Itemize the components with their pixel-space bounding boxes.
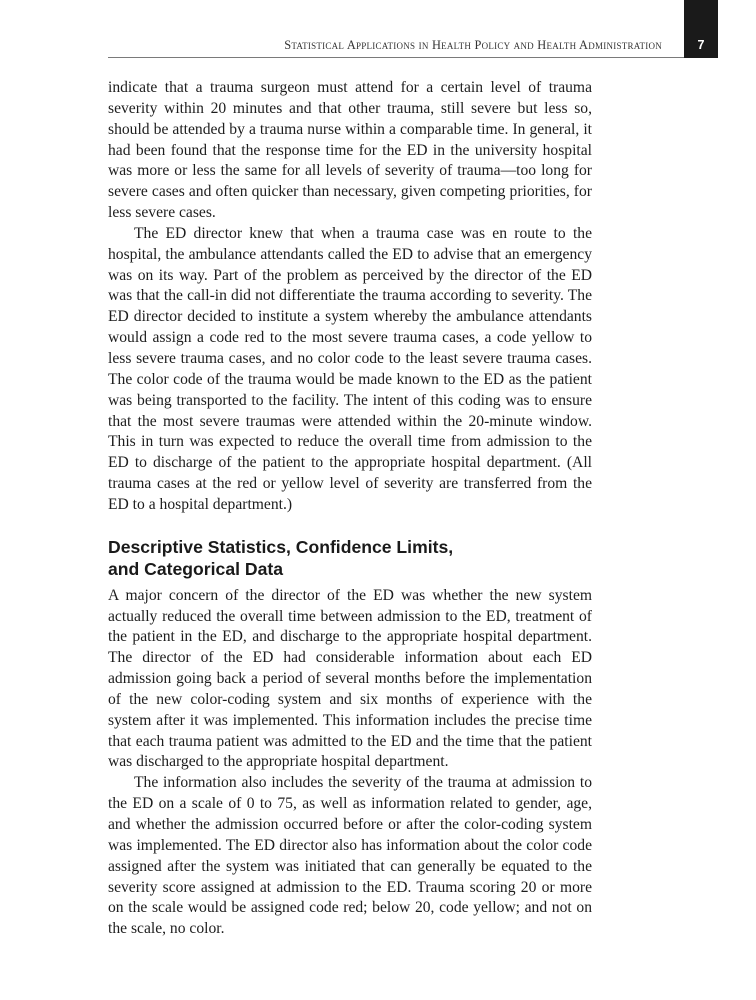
section-heading <box>108 536 592 580</box>
paragraph-severity-scale: The information also includes the severity of the trauma at admission to the ED on a scale of 0 to 75, as well as information related to gender, age, and whether the admission occurred before or after the color-coding system was implemented. The ED director also has information about the color code assigned after the system was initiated that can generally be equated to the severity score assigned at admission to the ED. Trauma scoring 20 or more on the scale would be assigned code red; below 20, code yellow; and not on the scale, no color. <box>108 774 592 938</box>
running-title: Statistical Applications in Health Policy and Health Administration <box>284 38 662 52</box>
page-number-tab <box>684 0 718 58</box>
section-heading-line-1: Descriptive Statistics, Confidence Limits, <box>108 536 454 557</box>
running-header <box>108 0 688 58</box>
paragraph-color-code-system: The ED director knew that when a trauma case was en route to the hospital, the ambulance attendants called the ED to advise that an emergency was on its way. Part of the problem as perceived by the director of the ED was that the call-in did not differentiate the trauma according to severity. The ED director decided to institute a system whereby the ambulance attendants would assign a code red to the most severe trauma cases, a code yellow to less severe trauma cases, and no color code to the least severe trauma cases. The color code of the trauma would be made known to the ED as the patient was being transported to the facility. The intent of this coding was to ensure that the most severe traumas were attended within the 20-minute window. This in turn was expected to reduce the overall time from admission to the ED to discharge of the patient to the appropriate hospital department. (All trauma cases at the red or yellow level of severity are transferred from the ED to a hospital department.) <box>108 224 592 513</box>
paragraph-director-concern: A major concern of the director of the ED was whether the new system actually reduced the overall time between admission to the ED, treatment of the patient in the ED, and discharge to the appropriate hospital department. The director of the ED had considerable information about each ED admission going back a period of several months before the implementation of the new color-coding system and six months of experience with the system after it was implemented. This information includes the precise time that each trauma patient was admitted to the ED and the time that the patient was discharged to the appropriate hospital department. <box>108 586 592 771</box>
paragraph-continued: indicate that a trauma surgeon must attend for a certain level of trauma severity within 20 minutes and that other trauma, still severe but less so, should be attended by a trauma nurse within a comparable time. In general, it had been found that the response time for the ED in the university hospital was more or less the same for all levels of severity of trauma—too long for severe cases and often quicker than necessary, given competing priorities, for less severe cases. <box>108 79 592 222</box>
body-text <box>108 78 592 940</box>
section-heading-line-2: and Categorical Data <box>108 558 284 579</box>
page-number: 7 <box>697 38 705 52</box>
